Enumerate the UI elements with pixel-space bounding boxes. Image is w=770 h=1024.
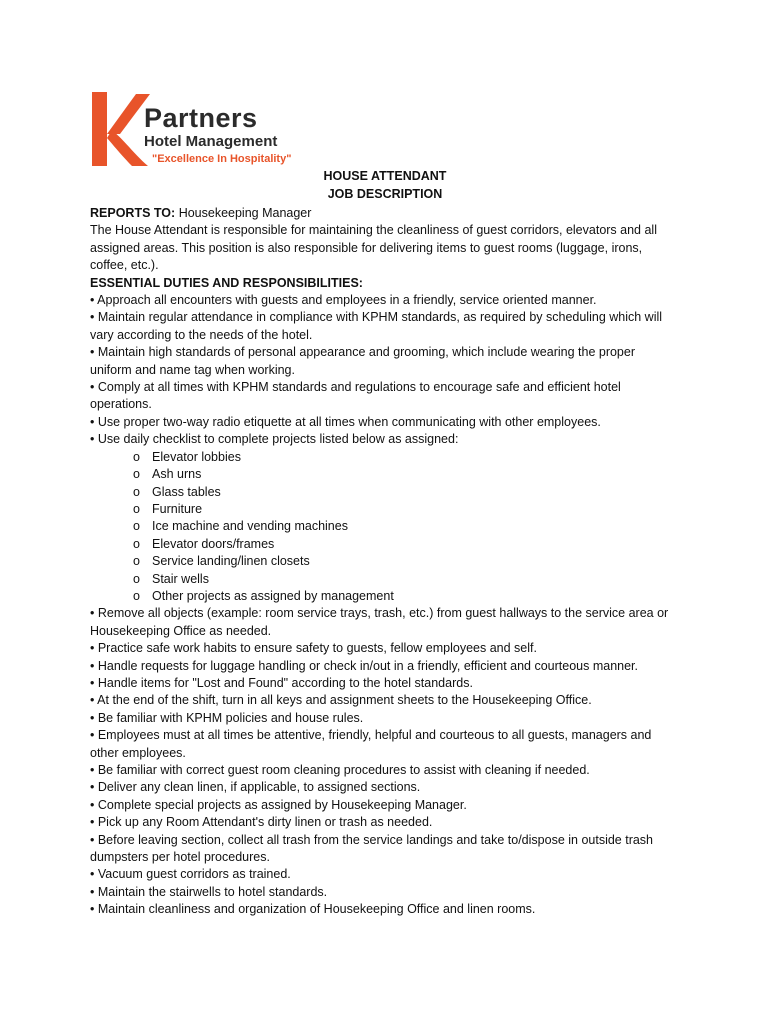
duty-line: • Use proper two-way radio etiquette at all times when communicating with other employees. — [90, 414, 601, 429]
checklist-item-label: Ash urns — [152, 467, 202, 482]
company-logo — [90, 90, 292, 170]
duty-line: other employees. — [90, 745, 186, 760]
duty-line: • Deliver any clean linen, if applicable, to assigned sections. — [90, 780, 421, 795]
duty-line: uniform and name tag when working. — [90, 362, 295, 377]
reports-to-label: REPORTS TO: — [90, 206, 176, 220]
checklist-item — [90, 571, 690, 588]
duty-line: • Practice safe work habits to ensure safety to guests, fellow employees and self. — [90, 641, 537, 656]
duty-line: • Maintain the stairwells to hotel standards. — [90, 884, 328, 899]
checklist-item-label: Elevator lobbies — [152, 449, 241, 464]
logo-name: Partners — [144, 103, 258, 133]
checklist-item — [90, 466, 690, 483]
checklist-item — [90, 518, 690, 535]
duties-list-a — [90, 292, 690, 449]
duty-line: • Complete special projects as assigned by Housekeeping Manager. — [90, 797, 467, 812]
reports-to-line — [90, 205, 690, 222]
duty-line: • Vacuum guest corridors as trained. — [90, 867, 291, 882]
duty-line: Housekeeping Office as needed. — [90, 623, 272, 638]
intro-line: The House Attendant is responsible for maintaining the cleanliness of guest corridors, elevators and all — [90, 223, 657, 238]
intro-line: coffee, etc.). — [90, 258, 159, 273]
checklist-marker: o — [133, 484, 140, 499]
checklist-item — [90, 449, 690, 466]
checklist-item-label: Other projects as assigned by management — [152, 588, 394, 603]
checklist — [90, 449, 690, 606]
checklist-marker: o — [133, 501, 140, 516]
checklist-item — [90, 588, 690, 605]
duty-line: • Comply at all times with KPHM standards and regulations to encourage safe and efficient hotel — [90, 380, 621, 395]
duty-line: • Maintain high standards of personal appearance and grooming, which include wearing the proper — [90, 345, 635, 360]
checklist-item — [90, 536, 690, 553]
checklist-item — [90, 501, 690, 518]
document-subtitle: JOB DESCRIPTION — [327, 187, 443, 201]
duty-line: • Handle requests for luggage handling or check in/out in a friendly, efficient and courteous manner. — [90, 658, 639, 673]
checklist-marker: o — [133, 554, 140, 569]
duty-line: • Before leaving section, collect all trash from the service landings and take to/dispose in outside trash — [90, 832, 654, 847]
duty-line: • Remove all objects (example: room service trays, trash, etc.) from guest hallways to the service area or — [90, 606, 669, 621]
checklist-marker: o — [133, 571, 140, 586]
duty-line: • Use daily checklist to complete projects listed below as assigned: — [90, 432, 459, 447]
checklist-marker: o — [133, 519, 140, 534]
checklist-marker: o — [133, 588, 140, 603]
logo-tagline: "Excellence In Hospitality" — [152, 153, 292, 165]
checklist-item-label: Elevator doors/frames — [152, 536, 275, 551]
checklist-marker: o — [133, 467, 140, 482]
duty-line: • Employees must at all times be attentive, friendly, helpful and courteous to all guests, managers and — [90, 728, 652, 743]
checklist-marker: o — [133, 536, 140, 551]
document-body — [90, 205, 690, 919]
reports-to-value: Housekeeping Manager — [178, 206, 312, 220]
duty-line: operations. — [90, 397, 152, 412]
duties-heading: ESSENTIAL DUTIES AND RESPONSIBILITIES: — [90, 275, 363, 290]
checklist-item-label: Service landing/linen closets — [152, 554, 310, 569]
checklist-item-label: Glass tables — [152, 484, 221, 499]
checklist-item-label: Ice machine and vending machines — [152, 519, 348, 534]
duty-line: • Maintain cleanliness and organization of Housekeeping Office and linen rooms. — [90, 902, 536, 917]
duty-line: • Handle items for "Lost and Found" according to the hotel standards. — [90, 675, 473, 690]
duty-line: • Be familiar with KPHM policies and house rules. — [90, 710, 364, 725]
intro-line: assigned areas. This position is also responsible for delivering items to guest rooms (luggage, irons, — [90, 240, 643, 255]
duty-line: • At the end of the shift, turn in all keys and assignment sheets to the Housekeeping Office. — [90, 693, 592, 708]
logo-subtitle: Hotel Management — [144, 133, 278, 150]
duty-line: vary according to the needs of the hotel. — [90, 327, 313, 342]
checklist-marker: o — [133, 449, 140, 464]
checklist-item — [90, 553, 690, 570]
checklist-item-label: Furniture — [152, 501, 203, 516]
duty-line: • Be familiar with correct guest room cleaning procedures to assist with cleaning if needed. — [90, 763, 590, 777]
checklist-item-label: Stair wells — [152, 571, 209, 586]
duty-line: • Maintain regular attendance in compliance with KPHM standards, as required by scheduling which will — [90, 310, 663, 325]
duty-line: dumpsters per hotel procedures. — [90, 850, 270, 865]
duty-line: • Pick up any Room Attendant's dirty linen or trash as needed. — [90, 815, 433, 830]
k-logo-mark — [90, 90, 150, 168]
document-title: HOUSE ATTENDANT — [323, 169, 447, 183]
duty-line: • Approach all encounters with guests and employees in a friendly, service oriented manner. — [90, 293, 597, 308]
duties-list-b — [90, 605, 690, 918]
checklist-item — [90, 484, 690, 501]
